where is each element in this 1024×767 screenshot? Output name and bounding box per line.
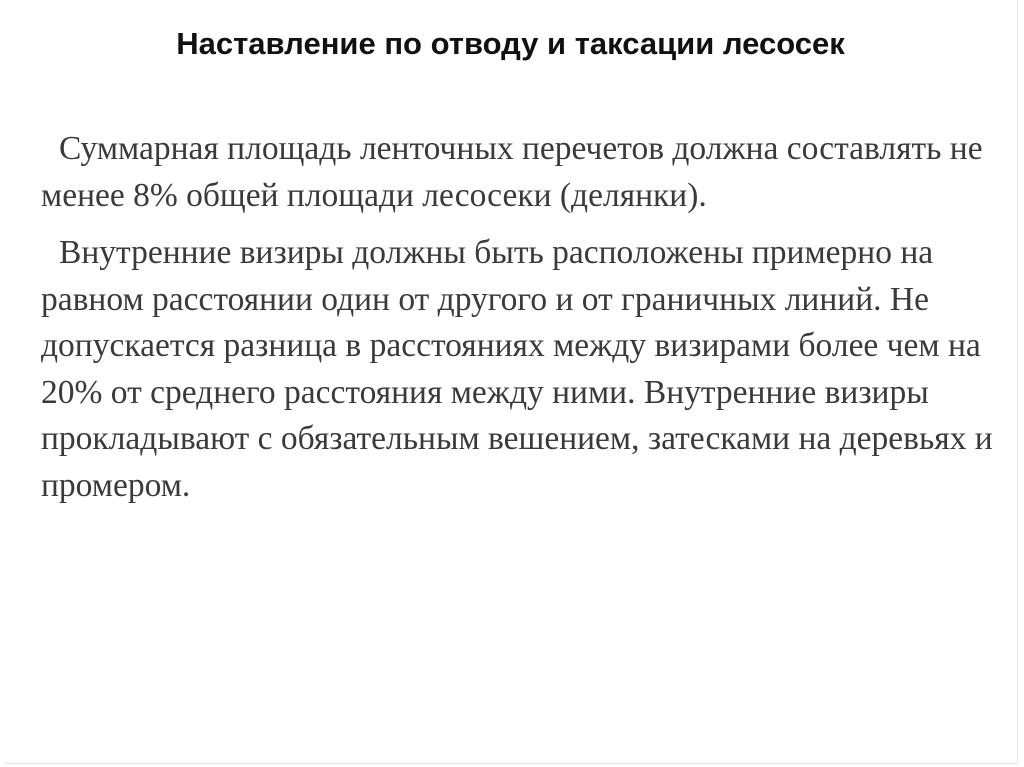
- slide-title: Наставление по отводу и таксации лесосек: [176, 26, 845, 61]
- paragraph-internal-sight-lines: Внутренние визиры должны быть расположены примерно на равном расстоянии один от другого и от граничных линий. Не допускается разница в расстояниях между визирами более чем на 20% от среднего расстояния между ними. Внутренние визиры прокладывают с обязательным вешением, затесками на деревьях и промером.: [41, 234, 993, 504]
- slide-body: [41, 126, 1001, 509]
- slide: [4, 0, 1018, 764]
- paragraph-strip-enumeration: Суммарная площадь ленточных перечетов должна составлять не менее 8% общей площади лесосеки (делянки).: [41, 130, 983, 214]
